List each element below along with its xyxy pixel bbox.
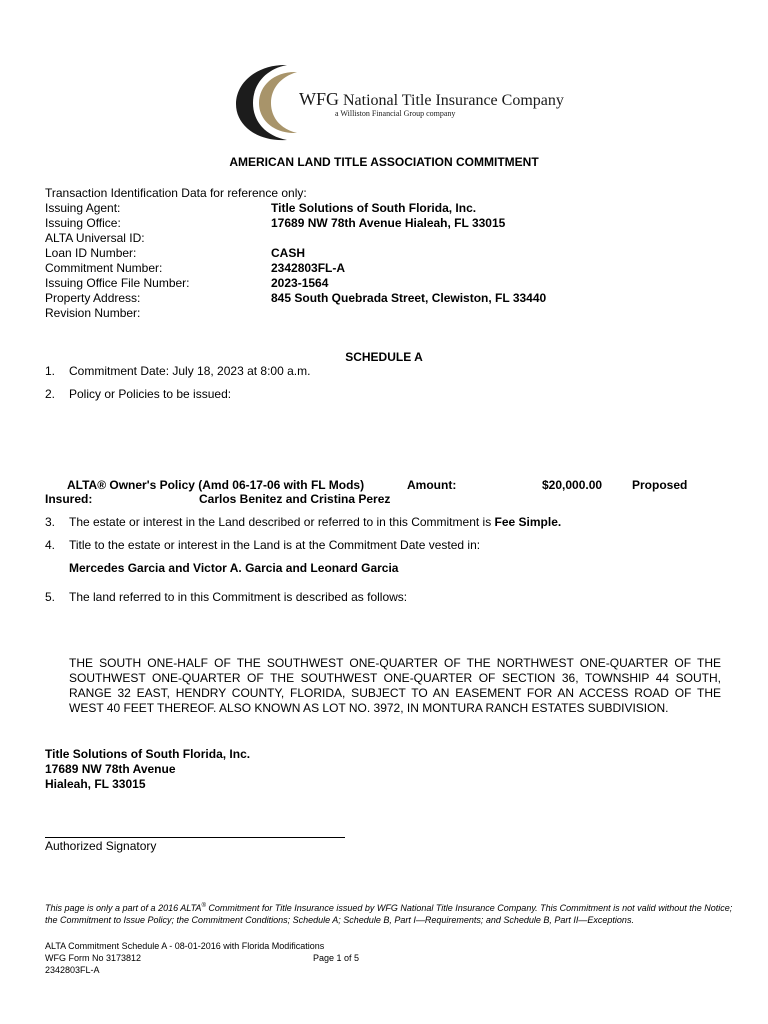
- authorized-signatory: Authorized Signatory: [45, 839, 157, 853]
- row-label: ALTA Universal ID:: [45, 231, 145, 245]
- agent-name: Title Solutions of South Florida, Inc.: [45, 747, 251, 761]
- logo-subtitle: a Williston Financial Group company: [335, 109, 456, 118]
- transaction-row: [45, 246, 725, 261]
- legal-description: [69, 656, 721, 701]
- item-number: 1.: [45, 364, 56, 378]
- agent-city: Hialeah, FL 33015: [45, 777, 146, 791]
- item-text: Commitment Date: July 18, 2023 at 8:00 a.m.: [69, 364, 311, 378]
- row-label: Issuing Office:: [45, 216, 121, 230]
- transaction-row: [45, 201, 725, 216]
- policy-insured: Carlos Benitez and Cristina Perez: [199, 492, 391, 506]
- footnote-text-b: Commitment for Title Insurance issued by WFG National Title Insurance Company. This Commitment is not valid without the Notice; the Commitment to Issue Policy; the Commitment Conditions; Schedule A; Schedule B, Part I—Requirements; and Schedule B, Part II—Exceptions.: [45, 903, 733, 925]
- vested-owners: Mercedes Garcia and Victor A. Garcia and Leonard Garcia: [69, 561, 399, 575]
- item-text: Policy or Policies to be issued:: [69, 387, 232, 401]
- policy-insured-label: Insured:: [45, 492, 93, 506]
- estate-text: The estate or interest in the Land described or referred to in this Commitment is: [69, 515, 495, 529]
- company-logo: [233, 60, 564, 144]
- row-label: Revision Number:: [45, 306, 141, 320]
- footer-form-title: ALTA Commitment Schedule A - 08-01-2016 with Florida Modifications: [45, 941, 325, 951]
- row-value: CASH: [271, 246, 306, 260]
- row-label: Issuing Office File Number:: [45, 276, 190, 290]
- row-label: Issuing Agent:: [45, 201, 121, 215]
- row-label: Commitment Number:: [45, 261, 163, 275]
- item-number: 2.: [45, 387, 56, 401]
- transaction-row: [45, 291, 725, 306]
- item-number: 5.: [45, 590, 56, 604]
- footer-commitment-number: 2342803FL-A: [45, 965, 100, 975]
- logo-inner-crescent: [259, 72, 297, 133]
- item-text: The land referred to in this Commitment is described as follows:: [69, 590, 408, 604]
- legal-line-last: WEST 40 FEET THEREOF. ALSO KNOWN AS LOT NO. 3972, IN MONTURA RANCH ESTATES SUBDIVISION.: [69, 701, 669, 715]
- policy-name: ALTA® Owner's Policy (Amd 06-17-06 with FL Mods): [67, 478, 365, 492]
- signature-line: [45, 837, 345, 838]
- item-text: Title to the estate or interest in the Land is at the Commitment Date vested in:: [69, 538, 481, 552]
- agent-street: 17689 NW 78th Avenue: [45, 762, 176, 776]
- row-value: 845 South Quebrada Street, Clewiston, FL 33440: [271, 291, 547, 305]
- transaction-row: [45, 276, 725, 291]
- logo-name-text: National Title Insurance Company: [343, 92, 564, 109]
- item-number: 4.: [45, 538, 56, 552]
- row-label: Loan ID Number:: [45, 246, 137, 260]
- policy-proposed: Proposed: [632, 478, 688, 492]
- registered-mark: ®: [201, 903, 206, 909]
- policy-amount-label: Amount:: [407, 478, 457, 492]
- row-value: Title Solutions of South Florida, Inc.: [271, 201, 477, 215]
- item-number: 3.: [45, 515, 56, 529]
- footer-page-number: Page 1 of 5: [313, 953, 360, 963]
- transaction-intro: Transaction Identification Data for reference only:: [45, 186, 307, 200]
- legal-line: RANGE 32 EAST, HENDRY COUNTY, FLORIDA, SUBJECT TO AN EASEMENT FOR AN ACCESS ROAD OF THE: [69, 686, 721, 700]
- transaction-row: [45, 306, 725, 321]
- transaction-row: [45, 216, 725, 231]
- estate-type: Fee Simple.: [494, 515, 562, 529]
- row-value: 2023-1564: [271, 276, 329, 290]
- row-value: 17689 NW 78th Avenue Hialeah, FL 33015: [271, 216, 506, 230]
- schedule-title: SCHEDULE A: [345, 350, 423, 364]
- logo-brand: WFG: [299, 89, 339, 109]
- transaction-row: [45, 231, 725, 246]
- row-label: Property Address:: [45, 291, 141, 305]
- policy-amount: $20,000.00: [542, 478, 603, 492]
- footnote-text-a: This page is only a part of a 2016 ALTA: [45, 903, 202, 913]
- legal-line: THE SOUTH ONE-HALF OF THE SOUTHWEST ONE-QUARTER OF THE NORTHWEST ONE-QUARTER OF THE: [69, 656, 721, 670]
- document-title: AMERICAN LAND TITLE ASSOCIATION COMMITMENT: [229, 155, 539, 169]
- logo-company-name: [299, 90, 564, 110]
- footer-form-number: WFG Form No 3173812: [45, 953, 142, 963]
- item-text: [69, 515, 561, 530]
- row-value: 2342803FL-A: [271, 261, 346, 275]
- footnote: [45, 902, 735, 926]
- transaction-row: [45, 261, 725, 276]
- legal-line: SOUTHWEST ONE-QUARTER OF THE SOUTHWEST ONE-QUARTER OF SECTION 36, TOWNSHIP 44 SOUTH,: [69, 671, 721, 685]
